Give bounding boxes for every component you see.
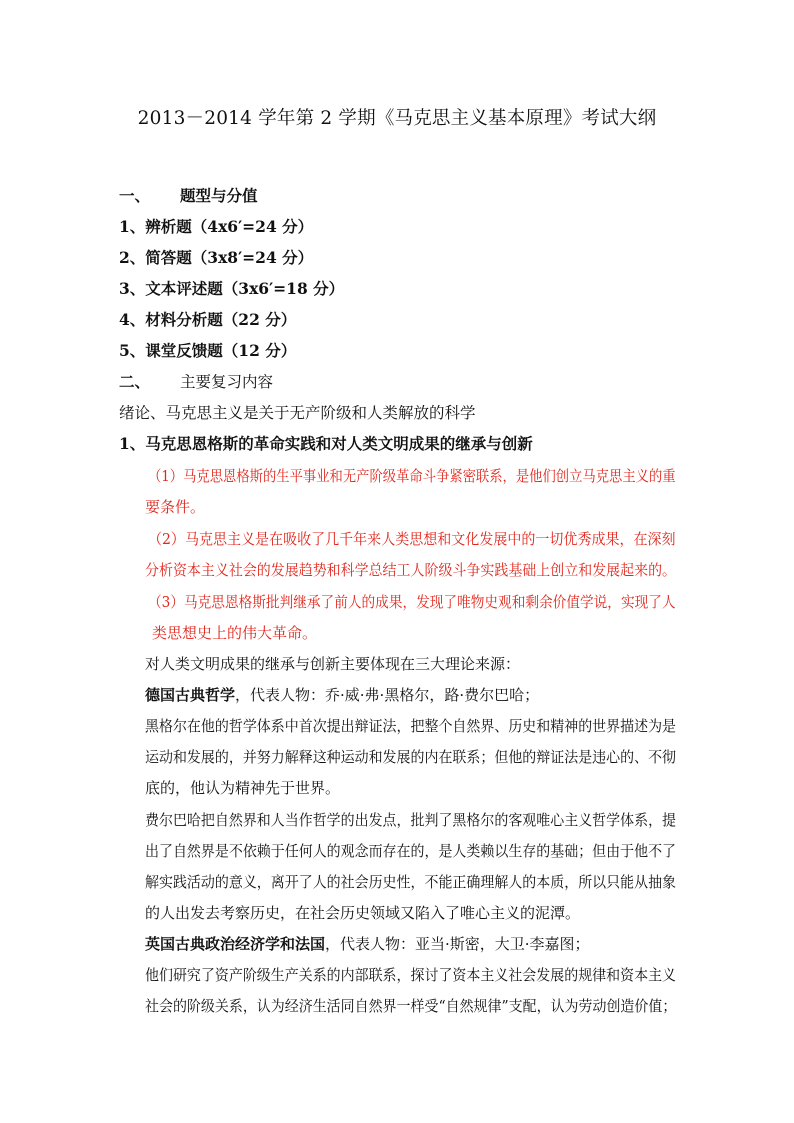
section-heading-question-types [119, 186, 258, 206]
english-economy-text: 社会的阶级关系，认为经济生活同自然界一样受“自然规律”支配，认为劳动创造价值； [145, 997, 677, 1015]
english-economy-figures: ，代表人物：亚当·斯密，大卫·李嘉图； [325, 935, 590, 953]
subheading-marx-engels: 1、马克思恩格斯的革命实践和对人类文明成果的继承与创新 [119, 434, 533, 453]
red-point-line: （3）马克思恩格斯批判继承了前人的成果，发现了唯物史观和剩余价值学说，实现了人 [148, 593, 676, 611]
section-number: 二、 [119, 372, 151, 391]
document-title: 2013－2014 学年第 2 学期《马克思主义基本原理》考试大纲 [137, 108, 657, 129]
red-point-line: （1）马克思恩格斯的生平事业和无产阶级革命斗争紧密联系，是他们创立马克思主义的重 [148, 467, 676, 485]
red-point-line: 要条件。 [145, 498, 206, 516]
sources-intro: 对人类文明成果的继承与创新主要体现在三大理论来源： [145, 655, 521, 673]
question-type-item: 3、文本评述题（3x6′=18 分） [119, 279, 345, 298]
section-heading-review-content [119, 372, 273, 392]
section-label: 主要复习内容 [180, 373, 274, 391]
hegel-line: 黑格尔在他的哲学体系中首次提出辩证法，把整个自然界、历史和精神的世界描述为是 [145, 717, 677, 735]
section-number: 一、 [119, 186, 151, 205]
feuerbach-line: 出了自然界是不依赖于任何人的观念而存在的，是人类赖以生存的基础；但由于他不了 [145, 842, 677, 860]
german-philosophy-label: 德国古典哲学 [145, 686, 236, 704]
question-type-item: 2、简答题（3x8′=24 分） [119, 248, 314, 267]
hegel-line: 底的，他认为精神先于世界。 [145, 779, 341, 797]
feuerbach-line: 解实践活动的意义，离开了人的社会历史性，不能正确理解人的本质，所以只能从抽象 [145, 873, 677, 891]
red-point-line: 分析资本主义社会的发展趋势和科学总结工人阶级斗争实践基础上创立和发展起来的。 [145, 561, 677, 579]
question-type-item: 4、材料分析题（22 分） [119, 310, 297, 329]
hegel-line: 运动和发展的，并努力解释这种运动和发展的内在联系；但他的辩证法是违心的、不彻 [145, 748, 677, 766]
german-philosophy-figures: ，代表人物：乔·威·弗·黑格尔，路·费尔巴哈； [235, 686, 540, 704]
intro-heading: 绪论、马克思主义是关于无产阶级和人类解放的科学 [119, 404, 476, 422]
english-economy-text: 他们研究了资产阶级生产关系的内部联系，探讨了资本主义社会发展的规律和资本主义 [145, 966, 677, 984]
feuerbach-line: 的人出发去考察历史，在社会历史领域又陷入了唯心主义的泥潭。 [145, 904, 581, 922]
section-label: 题型与分值 [180, 186, 258, 205]
english-economy-line [145, 934, 590, 954]
question-type-item: 5、课堂反馈题（12 分） [119, 341, 297, 360]
feuerbach-line: 费尔巴哈把自然界和人当作哲学的出发点，批判了黑格尔的客观唯心主义哲学体系，提 [145, 811, 677, 829]
german-philosophy-line [145, 685, 539, 705]
english-economy-label: 英国古典政治经济学和法国 [145, 935, 326, 953]
red-point-line: （2）马克思主义是在吸收了几千年来人类思想和文化发展中的一切优秀成果，在深刻 [148, 530, 676, 548]
question-type-item: 1、辨析题（4x6′=24 分） [119, 217, 314, 236]
red-point-line: 类思想史上的伟大革命。 [152, 624, 318, 642]
